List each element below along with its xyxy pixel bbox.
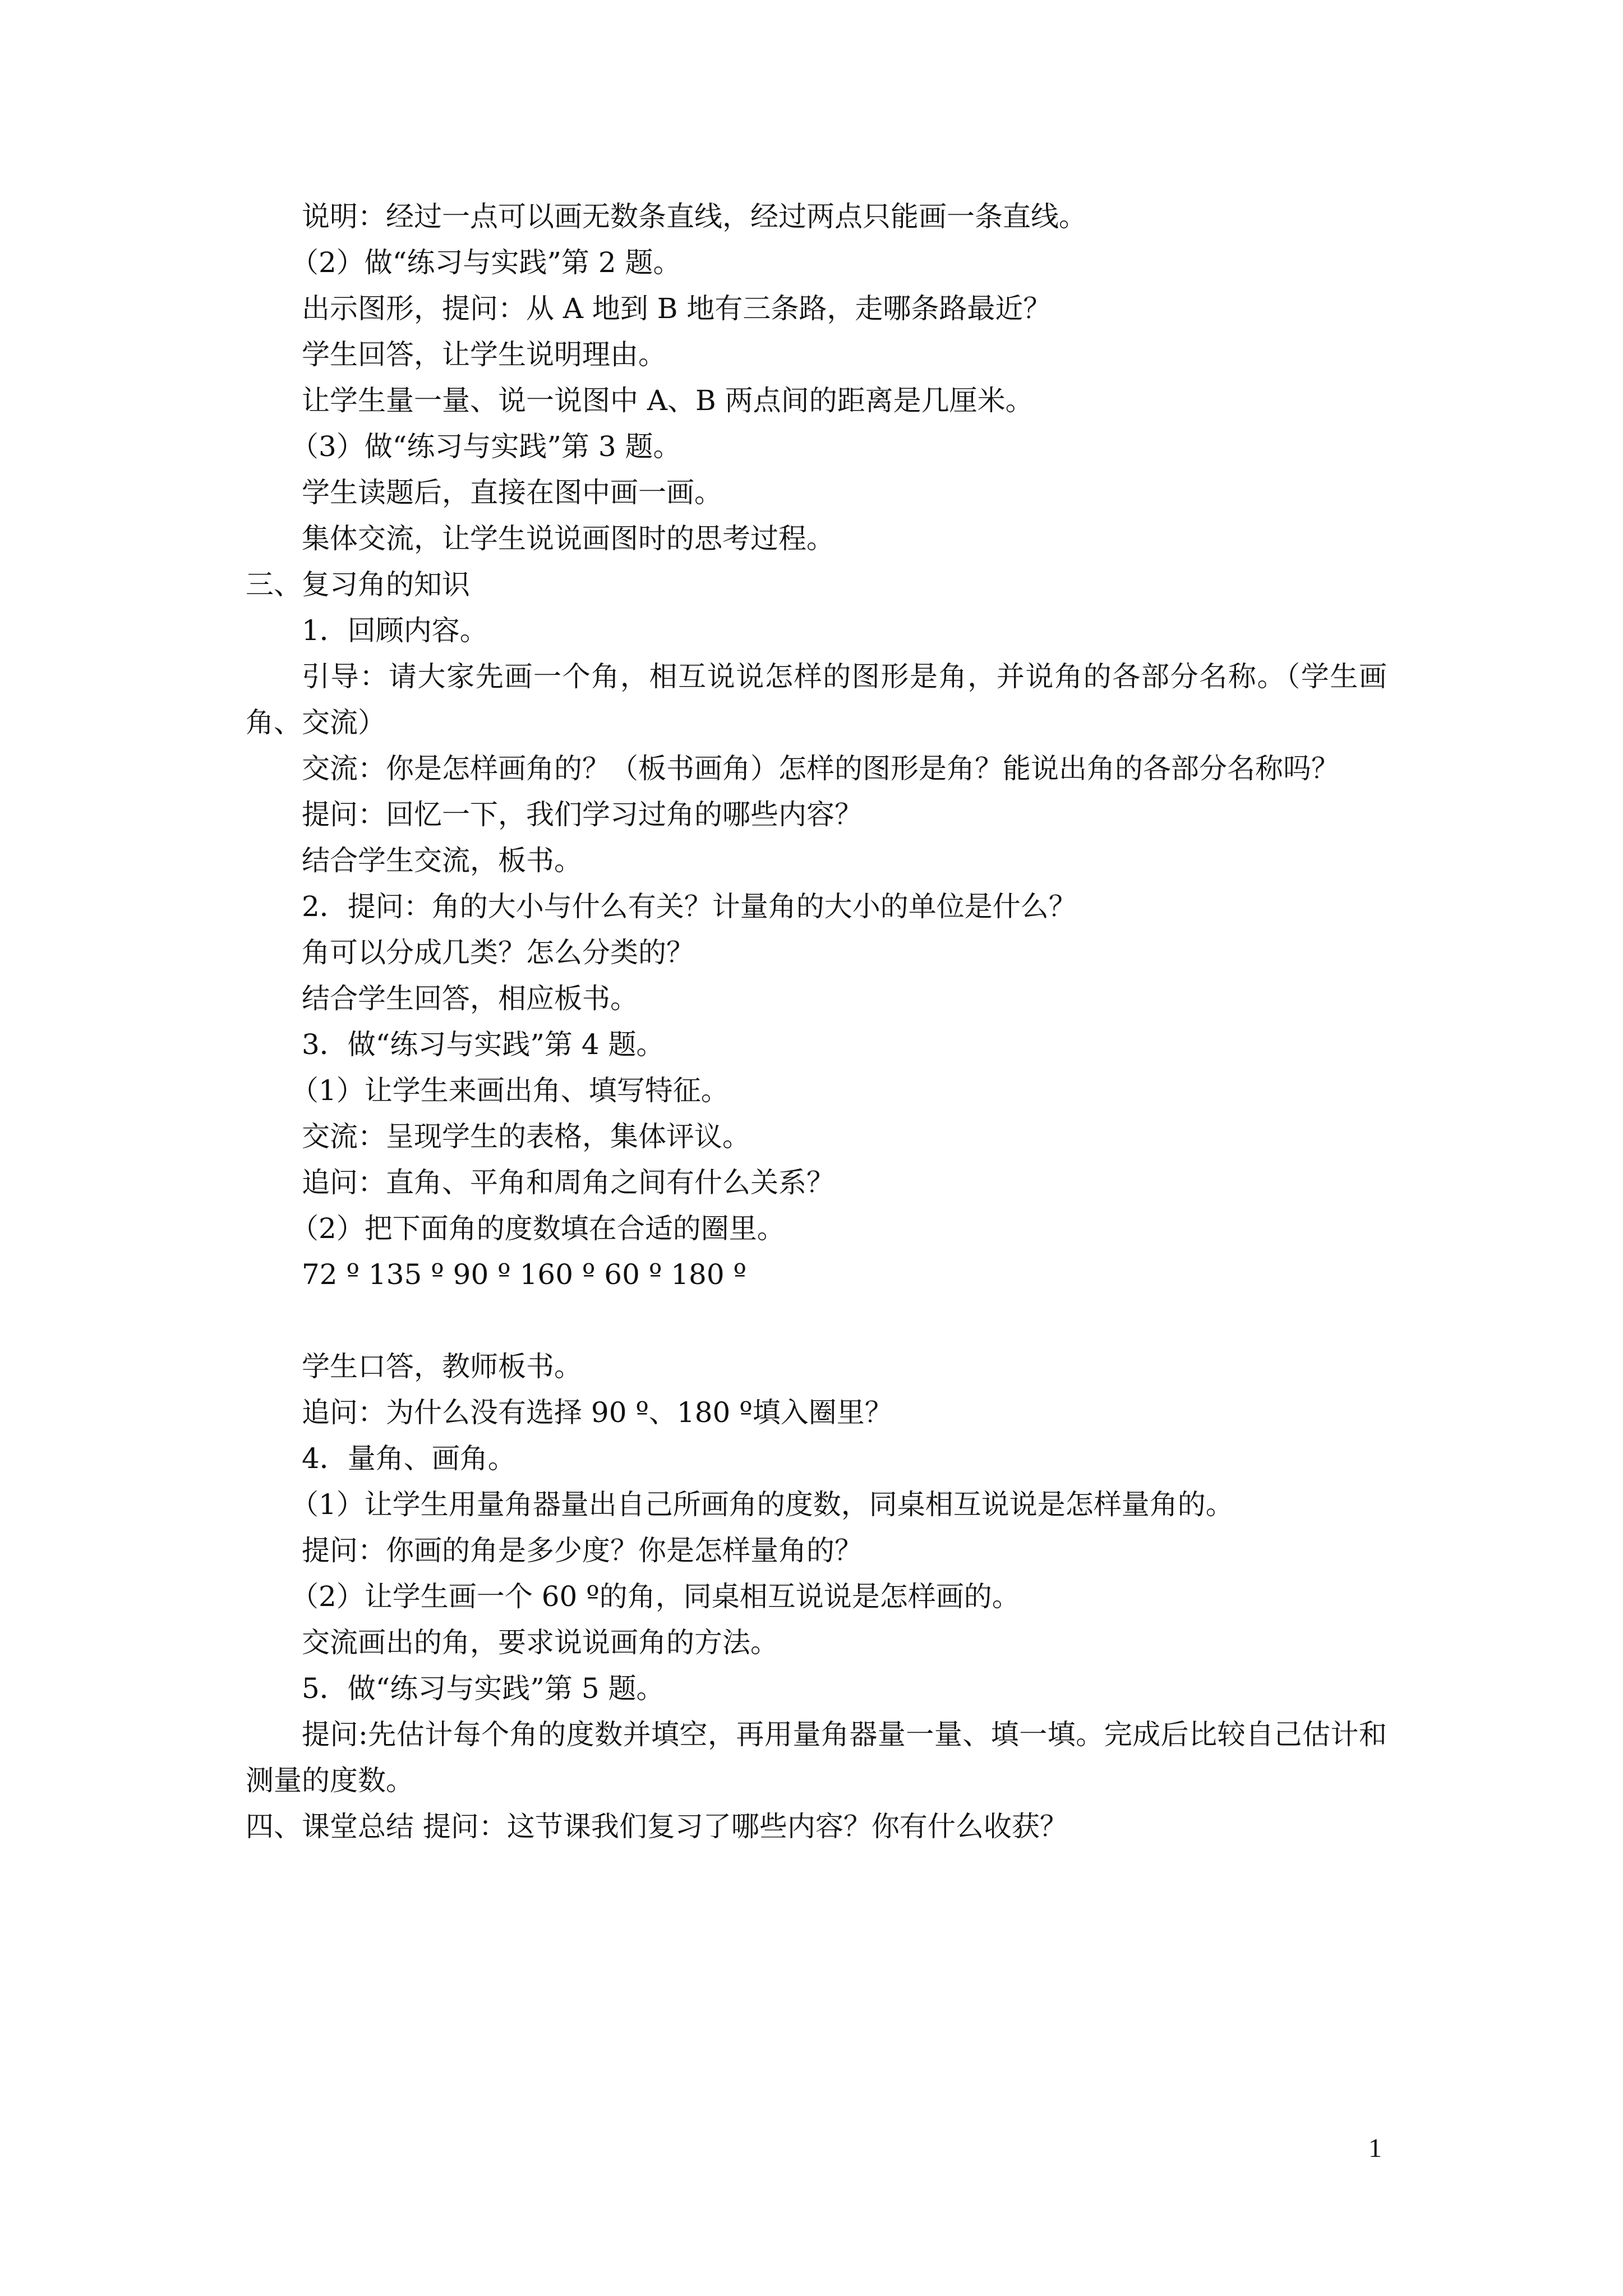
paragraph: 集体交流，让学生说说画图时的思考过程。 <box>302 522 834 555</box>
paragraph: 交流：你是怎样画角的？（板书画角）怎样的图形是角？能说出角的各部分名称吗？ <box>302 752 1339 785</box>
paragraph: 5．做“练习与实践”第 5 题。 <box>302 1672 665 1705</box>
paragraph: 结合学生交流，板书。 <box>302 844 582 877</box>
page-number: 1 <box>1368 2133 1382 2163</box>
angle-degree-list: 72 º 135 º 90 º 160 º 60 º 180 º <box>302 1258 747 1291</box>
section-heading: 三、复习角的知识 <box>246 568 470 601</box>
paragraph: 说明：经过一点可以画无数条直线，经过两点只能画一条直线。 <box>302 200 1087 233</box>
paragraph: 让学生量一量、说一说图中 A、B 两点间的距离是几厘米。 <box>302 384 1034 417</box>
paragraph: 角可以分成几类？怎么分类的？ <box>302 936 694 969</box>
paragraph: 追问：为什么没有选择 90 º、180 º填入圈里？ <box>302 1396 893 1429</box>
paragraph: （2）把下面角的度数填在合适的圈里。 <box>291 1212 785 1245</box>
paragraph: 交流画出的角，要求说说画角的方法。 <box>302 1626 778 1659</box>
paragraph: 出示图形，提问：从 A 地到 B 地有三条路，走哪条路最近？ <box>302 292 1052 325</box>
paragraph: （3）做“练习与实践”第 3 题。 <box>291 430 681 463</box>
document-body <box>246 194 1387 1849</box>
paragraph: 1．回顾内容。 <box>302 614 488 647</box>
paragraph: 引导：请大家先画一个角，相互说说怎样的图形是角，并说角的各部分名称。（学生画角、交流） <box>246 660 1387 739</box>
paragraph: 3．做“练习与实践”第 4 题。 <box>302 1028 665 1061</box>
paragraph: 学生口答，教师板书。 <box>302 1350 582 1383</box>
paragraph: 提问：你画的角是多少度？你是怎样量角的？ <box>302 1534 863 1567</box>
section-heading: 四、课堂总结 提问：这节课我们复习了哪些内容？你有什么收获？ <box>246 1810 1068 1843</box>
paragraph: 4．量角、画角。 <box>302 1442 516 1475</box>
paragraph: （1）让学生来画出角、填写特征。 <box>291 1074 729 1107</box>
paragraph: 学生回答，让学生说明理由。 <box>302 338 666 371</box>
paragraph: 学生读题后，直接在图中画一画。 <box>302 476 722 509</box>
paragraph: 提问:先估计每个角的度数并填空，再用量角器量一量、填一填。完成后比较自己估计和测量的度数。 <box>246 1718 1387 1797</box>
paragraph: （1）让学生用量角器量出自己所画角的度数，同桌相互说说是怎样量角的。 <box>291 1488 1234 1521</box>
paragraph: （2）做“练习与实践”第 2 题。 <box>291 246 681 279</box>
paragraph: 提问：回忆一下，我们学习过角的哪些内容？ <box>302 798 863 831</box>
paragraph: 结合学生回答，相应板书。 <box>302 982 638 1015</box>
blank-line <box>246 1297 1387 1343</box>
paragraph: （2）让学生画一个 60 º的角，同桌相互说说是怎样画的。 <box>291 1580 1020 1613</box>
paragraph: 追问：直角、平角和周角之间有什么关系？ <box>302 1166 834 1199</box>
paragraph: 2．提问：角的大小与什么有关？计量角的大小的单位是什么？ <box>302 890 1077 923</box>
paragraph: 交流：呈现学生的表格，集体评议。 <box>302 1120 750 1153</box>
